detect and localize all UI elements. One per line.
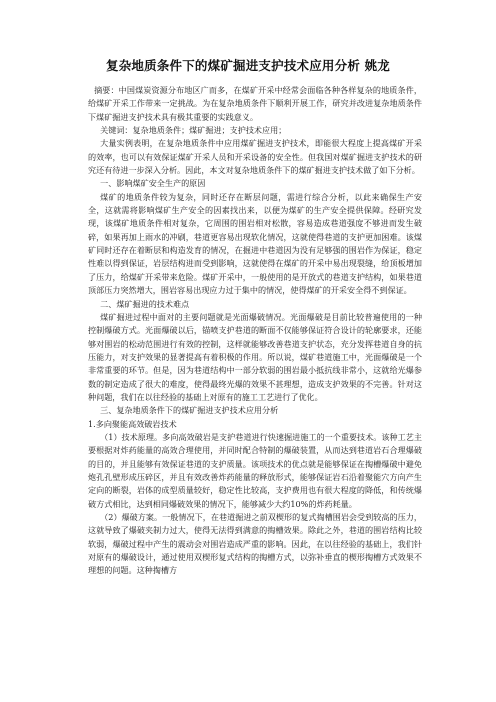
section-3-paragraph-2: （2）爆破方案。一般情况下，在巷道掘进之前双楔形的复式掏槽围岩会受到较高的压力，这就导致了爆破夹制力过大，使得无法得到满意的掏槽效果。除此之外，巷道的围岩结构比较软弱，爆破过程中产生的震动会对围岩造成严重的影响。因此，在以往经验的基础上，我们针对原有的爆破设计，通过使用双楔形复式结构的掏槽方式，以弥补垂直的楔形掏槽方式效果不理想的问题。这种掏槽方 bbox=[88, 512, 422, 576]
keywords: 关键词：复杂地质条件；煤矿掘进；支护技术应用； bbox=[100, 125, 287, 136]
section-1-paragraph: 煤矿的地质条件较为复杂，同时还存在断层问题，需进行综合分析，以此来确保生产安全，这就需将影响煤矿生产安全的因素找出来，以便为煤矿的生产安全提供保障。经研究发现，该煤矿地质条件相对复杂，它周围的围岩相对松散，容易造成巷道强度不够进而发生破碎，如果再加上雨水的冲刷，巷道更容易出现软化情况，这就使得巷道的支护更加困难。该煤矿同时还存在着断层和构造发育的情况，在掘进中巷道因为没有足够强的围岩作为保证，稳定性难以得到保证，岩层结构进而受到影响，这就使得在煤矿的开采中易出现裂缝，给顶板增加了压力，给煤矿开采带来危险。煤矿开采中，一般使用的是开放式的巷道支护结构，如果巷道顶部压力突然增大，围岩容易出现应力过于集中的情况，使得煤矿的开采安全得不到保证。 bbox=[88, 191, 422, 296]
section-3-paragraph-1: （1）技术原理。多向高效破岩是支护巷道进行快速掘进施工的一个重要技术。该种工艺主要根据对炸药能量的高效合理使用，并同时配合特制的爆破装置，从而达到巷道岩石合理爆破的目的，并且能够有效保证巷道的支护质量。该项技术的优点就是能够保证在掏槽爆破中避免炮孔孔壁形成压碎区，并且有效改善炸药能量的释放形式，能够保证岩石沿着聚能穴方向产生定向的断裂，岩体的成型质量较好，稳定性比较高，支护费用也有很大程度的降低，和传统爆破方式相比，达到相同爆破效果的情况下，能够减少大约10%的炸药耗量。 bbox=[88, 431, 422, 509]
section-2-paragraph: 煤矿掘进过程中面对的主要问题就是光面爆破情况。光面爆破是目前比较普遍使用的一种控制爆破方式。光面爆破以后，锚喷支护巷道的断面不仅能够保证符合设计的轮廓要求，还能够对围岩的松动范围进行有效的控制，这样就能够改善巷道支护状态，充分发挥巷道自身的抗压能力，对支护效果的显著提高有着积极的作用。所以说，煤矿巷道施工中，光面爆破是一个非常重要的环节。但是，因为巷道结构中一部分软弱的围岩最小抵抗线非常小，这就给光爆参数的制定造成了很大的难度，使得最终光爆的效果不甚理想，造成支护效果的不完善。针对这种问题，我们在以往经验的基础上对原有的施工工艺进行了优化。 bbox=[88, 311, 422, 402]
section-heading-2: 二、煤矿掘进的技术难点 bbox=[100, 298, 190, 309]
document-title: 复杂地质条件下的煤矿掘进支护技术应用分析 姚龙 bbox=[106, 58, 390, 73]
document-body bbox=[88, 84, 422, 578]
subsection-heading-3-1: 1.多向聚能高效破岩技术 bbox=[88, 418, 177, 429]
section-heading-3: 三、复杂地质条件下的煤矿掘进支护技术应用分析 bbox=[100, 405, 279, 416]
abstract: 摘要：中国煤炭资源分布地区广而多，在煤矿开采中经常会面临各种各样复杂的地质条件，给煤矿开采工作带来一定挑战。为在复杂地质条件下顺利开展工作，研究并改进复杂地质条件下煤矿掘进支护技术具有极其重要的实践意义。 bbox=[88, 85, 422, 122]
section-heading-1: 一、影响煤矿安全生产的原因 bbox=[100, 178, 206, 189]
intro-paragraph: 大量实例表明，在复杂地质条件中应用煤矿掘进支护技术，即能很大程度上提高煤矿开采的效率，也可以有效保证煤矿开采人员和开采设备的安全性。但我国对煤矿掘进支护技术的研究还有待进一步深入分析。因此，本文对复杂地质条件下的煤矿掘进支护技术做了如下分析。 bbox=[88, 138, 422, 176]
